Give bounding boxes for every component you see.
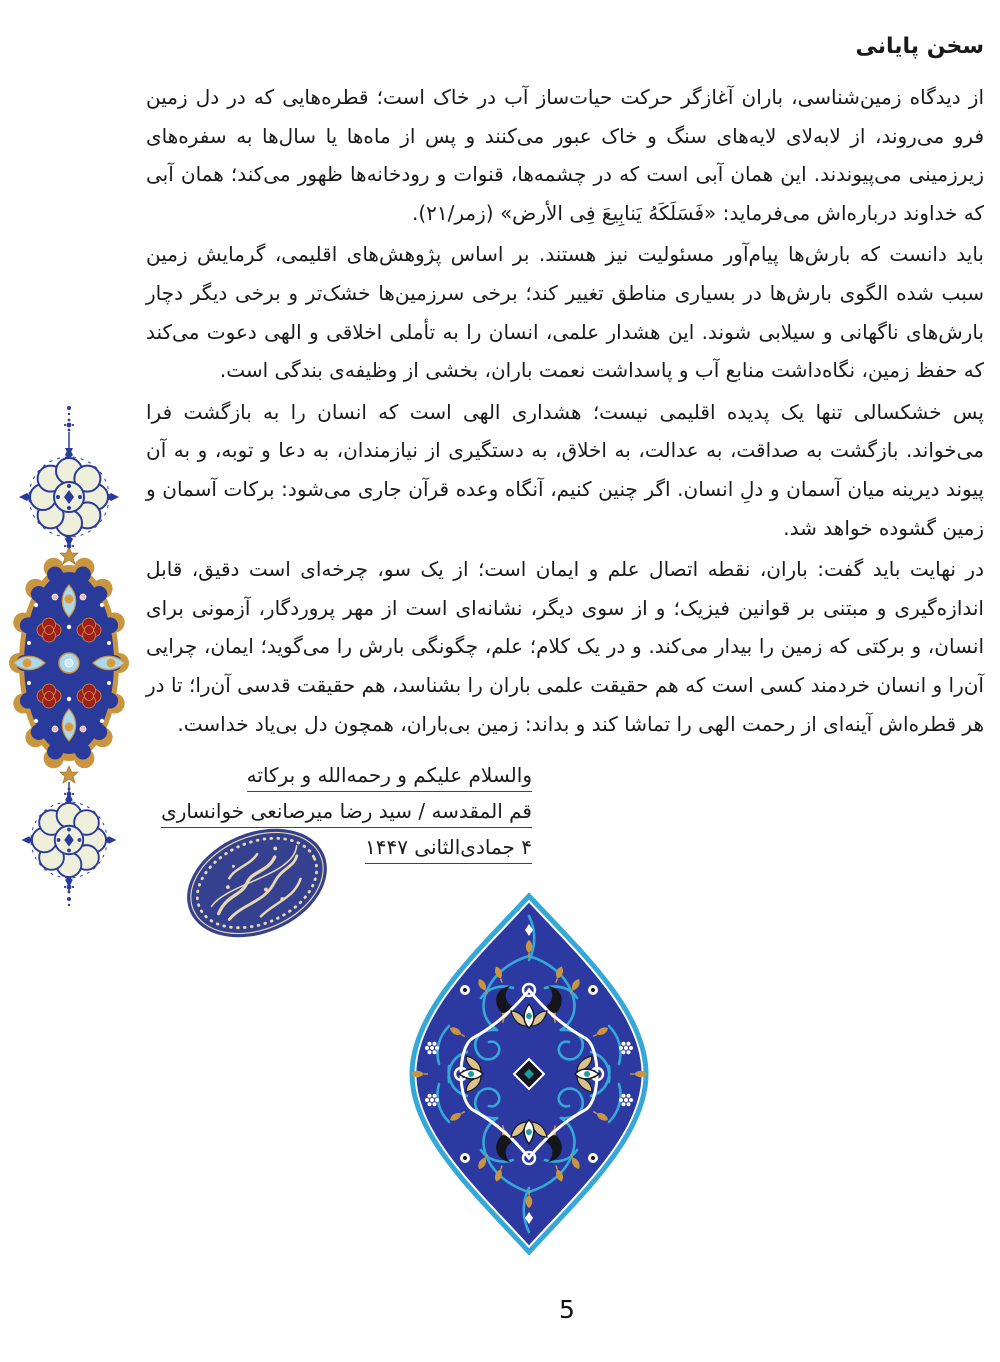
ornament-bottom-finial [64,877,74,906]
signature-author: قم المقدسه / سید رضا میرصانعی خوانساری [152,799,532,828]
central-medallion-icon [9,558,129,769]
paragraph-1: از دیدگاه زمین‌شناسی، باران آغازگر حرکت حیات‌ساز آب در خاک است؛ قطره‌هایی که در دل زمین فرو می‌روند، از لابه‌لای لایه‌های سنگ و خاک عبور می‌کنند و پس از ماه‌ها یا سال‌ها به سفره‌های زیرزمینی می‌پیوندند. این همان آبی است که در چشمه‌ها، قنوات و رودخانه‌ها ظهور می‌کند؛ همان آبی که خداوند درباره‌اش می‌فرماید: «فَسَلَکَهُ یَنابِیعَ فِی الأرض» (زمر/۲۱). [146,85,984,225]
page-title: سخن پایانی [855,34,984,59]
paragraph-4: در نهایت باید گفت: باران، نقطه اتصال علم و ایمان است؛ از یک سو، چرخه‌ای است دقیق، قابل اندازه‌گیری و مبتنی بر قوانین فیزیک؛ و از سوی دیگر، نشانه‌ای است از مهر پروردگار، آزمونی برای انسان، و برکتی که زمین را بیدار می‌کند. و در یک کلام؛ علم، چگونگی بارش را می‌گوید؛ ایمان، چرایی آن‌را و انسان خردمند کسی است که هم حقیقت علمی باران را بشناسد، هم حقیقت قدسی آن‌را؛ تا در هر قطره‌اش آینه‌ای از رحمت الهی را تماشا کند و بداند: زمین بی‌باران، همچون دل بی‌یاد خداست. [146,557,984,736]
top-rosette-icon [19,447,119,547]
bottom-rosette-icon [21,793,116,888]
bottom-medallion-icon [408,893,650,1255]
page-number: 5 [559,1295,575,1324]
paragraph-3: پس خشکسالی تنها یک پدیده اقلیمی نیست؛ هشداری الهی است که انسان را به بازگشت فرا می‌خواند. بازگشت به صداقت، به عدالت، به اخلاق، به دستگیری از نیازمندان، به دعا و توبه، و به آن پیوند دیرینه میان آسمان و دلِ انسان. اگر چنین کنیم، آنگاه وعده قرآن جاری می‌شود: برکات آسمان و زمین گشوده خواهد شد. [146,399,984,540]
signature-salutation: والسلام علیکم و رحمه‌الله و برکاته [152,763,532,792]
body-text [146,78,984,746]
signature-date: ۴ جمادی‌الثانی ۱۴۴۷ [152,835,532,864]
paragraph-2: باید دانست که بارش‌ها پیام‌آور مسئولیت نیز هستند. بر اساس پژوهش‌های اقلیمی، گرمایش زمین سبب شده الگوی بارش‌ها در بسیاری مناطق تغییر کند؛ برخی سرزمین‌ها خشک‌تر و برخی دیگر دچار بارش‌های ناگهانی و سیلابی شوند. این هشدار علمی، انسان را به تأملی اخلاقی و الهی دعوت می‌کند که حفظ زمین، نگاه‌داشت منابع آب و پاسداشت نعمت باران، بخشی از وظیفه‌ی بندگی است. [146,242,984,383]
left-margin-ornament-icon [7,404,131,909]
